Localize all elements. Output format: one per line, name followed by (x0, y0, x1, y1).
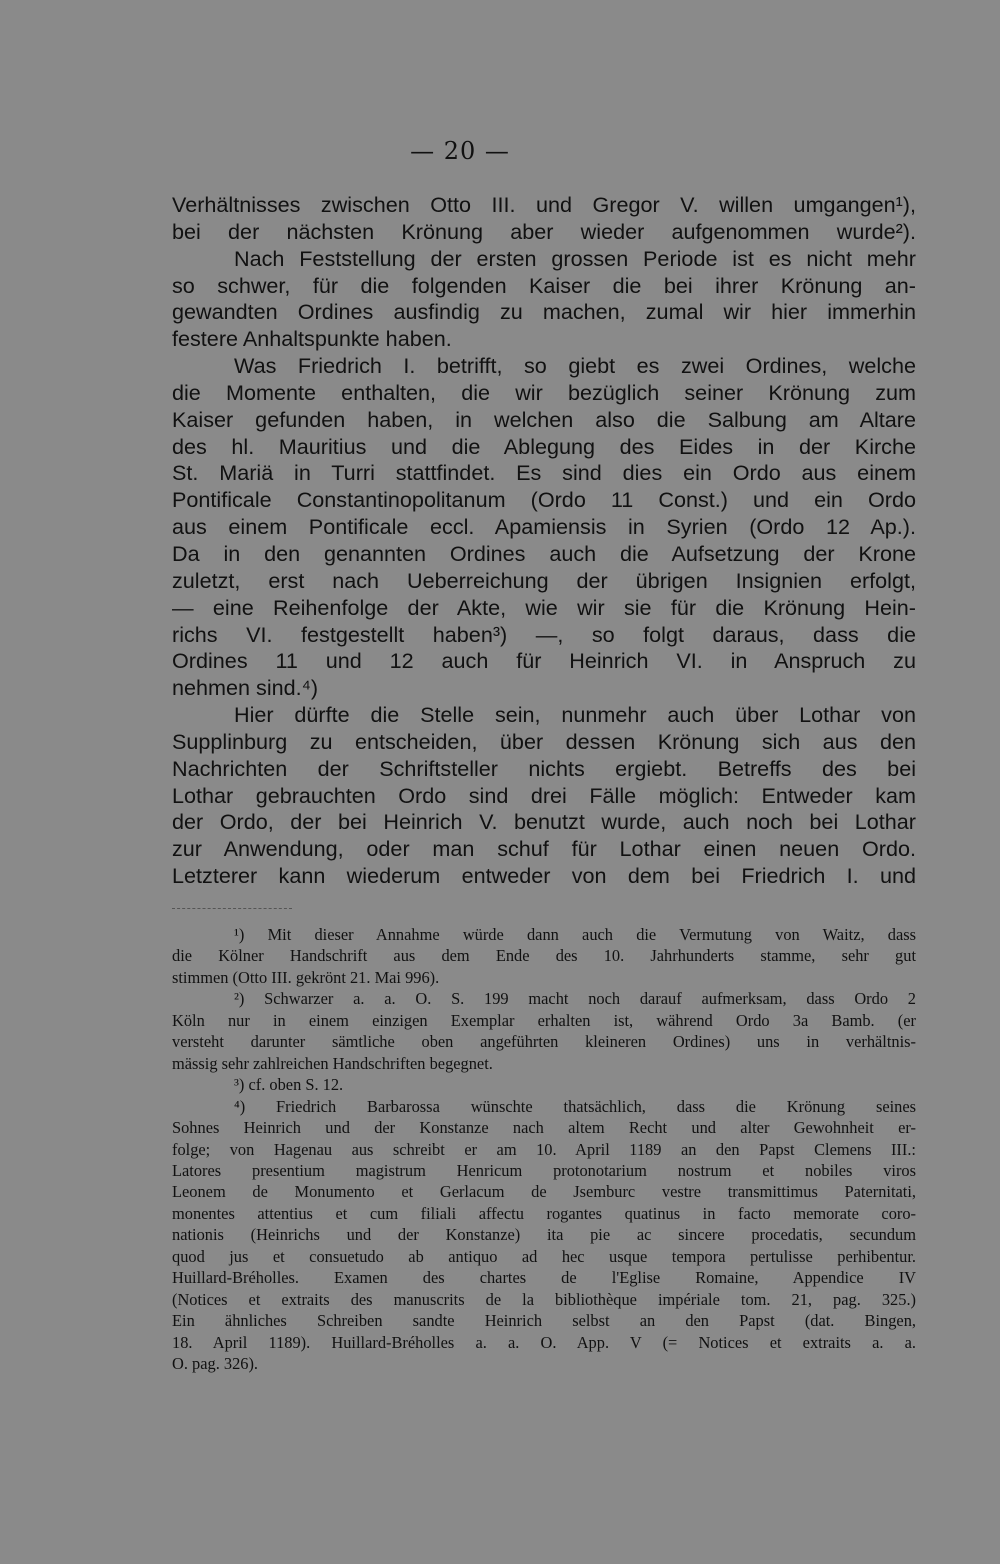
text-line: bei der nächsten Krönung aber wieder aufgenommen wurde²). (172, 218, 916, 244)
footnote-line: O. pag. 326). (172, 1354, 259, 1374)
footnote-line: Köln nur in einem einzigen Exemplar erhalten ist, während Ordo 3a Bamb. (er (172, 1010, 916, 1030)
footnote-line: 18. April 1189). Huillard-Bréholles a. a. O. App. V (= Notices et extraits a. a. (172, 1332, 916, 1352)
text-line: der Ordo, der bei Heinrich V. benutzt wurde, auch noch bei Lothar (172, 809, 916, 835)
text-line: Ordines 11 und 12 auch für Heinrich VI. in Anspruch zu (172, 648, 916, 674)
text-line: gewandten Ordines ausfindig zu machen, zumal wir hier immerhin (172, 299, 916, 325)
text-line: richs VI. festgestellt haben³) —, so folgt daraus, dass die (172, 621, 916, 647)
footnote-line: ³) cf. oben S. 12. (234, 1075, 344, 1095)
text-line: Nachrichten der Schriftsteller nichts ergiebt. Betreffs des bei (172, 755, 916, 781)
footnotes (172, 924, 916, 1375)
text-line: nehmen sind.⁴) (172, 675, 319, 701)
footnote-line: versteht darunter sämtliche oben angeführten kleineren Ordines) uns in verhältnis- (172, 1032, 916, 1052)
text-line: die Momente enthalten, die wir bezüglich seiner Krönung zum (172, 379, 916, 405)
footnote-line: ²) Schwarzer a. a. O. S. 199 macht noch darauf aufmerksam, dass Ordo 2 (234, 989, 916, 1009)
footnote-line: folge; von Hagenau aus schreibt er am 10. April 1189 an den Papst Clemens III.: (172, 1139, 916, 1159)
text-line: Was Friedrich I. betrifft, so giebt es zwei Ordines, welche (234, 353, 916, 379)
text-line: Verhältnisses zwischen Otto III. und Gregor V. willen umgangen¹), (172, 192, 916, 217)
page-number: — 20 — (410, 137, 510, 165)
footnote-line: nationis (Heinrichs und der Konstanze) ita pie ac sincere procedatis, secundum (172, 1225, 916, 1245)
text-line: zuletzt, erst nach Ueberreichung der übrigen Insignien erfolgt, (172, 567, 916, 593)
footnote-line: Latores presentium magistrum Henricum protonotarium nostrum et nobiles viros (172, 1160, 916, 1180)
text-line: — eine Reihenfolge der Akte, wie wir sie für die Krönung Hein- (172, 594, 916, 620)
text-line: Lothar gebrauchten Ordo sind drei Fälle möglich: Entweder kam (172, 782, 916, 808)
text-line: St. Mariä in Turri stattfindet. Es sind dies ein Ordo aus einem (172, 460, 916, 486)
footnote-line: Sohnes Heinrich und der Konstanze nach altem Recht und alter Gewohnheit er- (172, 1118, 916, 1138)
text-line: Kaiser gefunden haben, in welchen also die Salbung am Altare (172, 406, 916, 432)
footnote-line: ⁴) Friedrich Barbarossa wünschte thatsächlich, dass die Krönung seines (234, 1096, 916, 1116)
footnote-line: die Kölner Handschrift aus dem Ende des 10. Jahrhunderts stamme, sehr gut (172, 946, 916, 966)
footnote-line: Leonem de Monumento et Gerlacum de Jsemburc vestre transmittimus Paternitati, (172, 1182, 916, 1202)
footnote-line: Ein ähnliches Schreiben sandte Heinrich selbst an den Papst (dat. Bingen, (172, 1311, 916, 1331)
text-line: Nach Feststellung der ersten grossen Periode ist es nicht mehr (234, 245, 916, 271)
text-line: zur Anwendung, oder man schuf für Lothar einen neuen Ordo. (172, 836, 916, 862)
main-text (172, 192, 916, 890)
footnote-line: mässig sehr zahlreichen Handschriften begegnet. (172, 1053, 493, 1073)
footnote-line: ¹) Mit dieser Annahme würde dann auch die Vermutung von Waitz, dass (234, 925, 916, 944)
text-line: festere Anhaltspunkte haben. (172, 326, 452, 352)
footnote-line: (Notices et extraits des manuscrits de la bibliothèque impériale tom. 21, pag. 325.) (172, 1289, 916, 1309)
text-line: so schwer, für die folgenden Kaiser die bei ihrer Krönung an- (172, 272, 916, 298)
footnote-line: Huillard-Bréholles. Examen des chartes de l'Eglise Romaine, Appendice IV (172, 1268, 916, 1288)
footnote-line: quod jus et consuetudo ab antiquo ad hec usque tempora pertulisse perhibentur. (172, 1246, 916, 1266)
text-line: Da in den genannten Ordines auch die Aufsetzung der Krone (172, 540, 916, 566)
text-line: des hl. Mauritius und die Ablegung des Eides in der Kirche (172, 433, 916, 459)
text-line: aus einem Pontificale eccl. Apamiensis in Syrien (Ordo 12 Ap.). (172, 514, 916, 540)
footnote-line: stimmen (Otto III. gekrönt 21. Mai 996). (172, 967, 440, 987)
footnote-line: monentes attentius et cum filiali affectu rogantes quatinus in facto memorate coro- (172, 1203, 916, 1223)
text-line: Pontificale Constantinopolitanum (Ordo 11 Const.) und ein Ordo (172, 487, 916, 513)
text-line: Hier dürfte die Stelle sein, nunmehr auch über Lothar von (234, 702, 916, 728)
footnote-separator (172, 908, 292, 910)
text-line: Letzterer kann wiederum entweder von dem bei Friedrich I. und (172, 863, 916, 889)
text-line: Supplinburg zu entscheiden, über dessen Krönung sich aus den (172, 728, 916, 754)
